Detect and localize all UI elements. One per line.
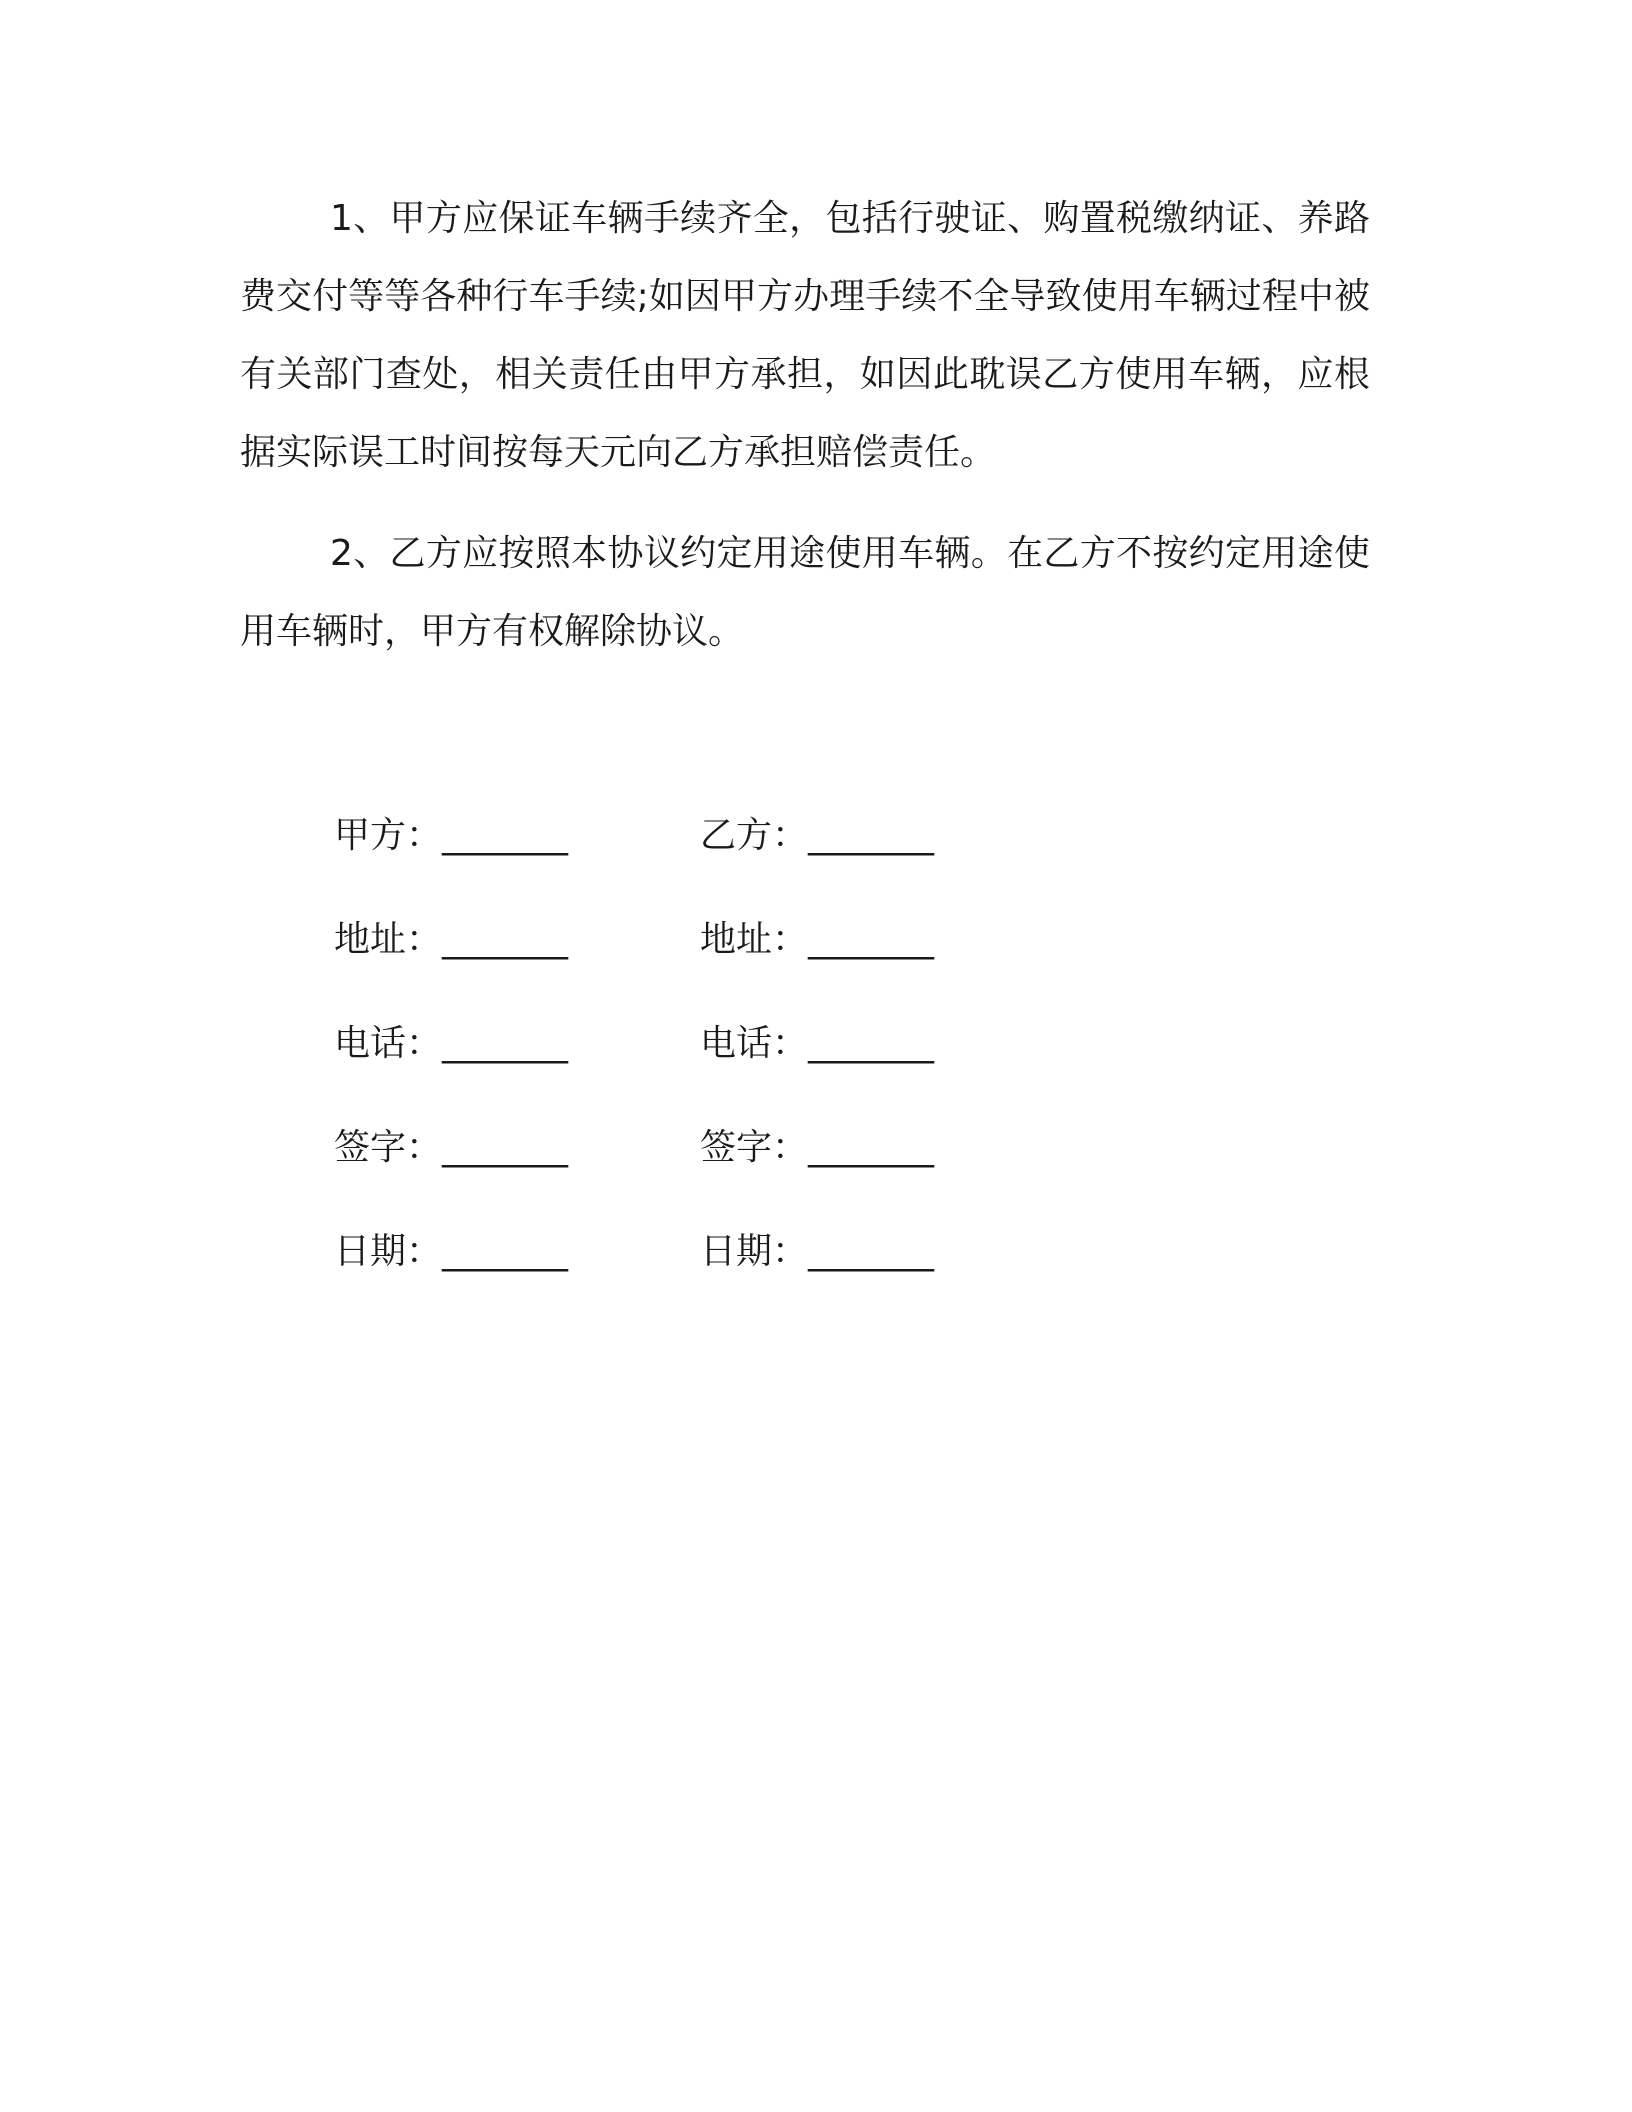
- party-a-address-label: 地址：: [334, 919, 443, 960]
- party-b-address-line: [700, 916, 934, 964]
- party-a-date-label: 日期：: [334, 1231, 443, 1272]
- party-a-date-blank: _______: [442, 1231, 569, 1272]
- party-b-address-label: 地址：: [700, 919, 809, 960]
- party-a-name-line: [334, 812, 568, 860]
- party-b-address-blank: _______: [808, 919, 935, 960]
- party-b-phone-label: 电话：: [700, 1023, 809, 1064]
- party-a-sign-line: [334, 1124, 568, 1172]
- party-a-phone-blank: _______: [442, 1023, 569, 1064]
- party-a-address-blank: _______: [442, 919, 569, 960]
- party-b-sign-label: 签字：: [700, 1127, 809, 1168]
- party-a-phone-line: [334, 1020, 568, 1068]
- clause-1: 1、甲方应保证车辆手续齐全，包括行驶证、购置税缴纳证、养路费交付等等各种行车手续;如因甲方办理手续不全导致使用车辆过程中被有关部门查处，相关责任由甲方承担，如因此耽误乙方使用车辆，应根据实际误工时间按每天元向乙方承担赔偿责任。: [240, 198, 1370, 473]
- party-b-name-line: [700, 812, 934, 860]
- party-a-sign-blank: _______: [442, 1127, 569, 1168]
- clause-2: 2、乙方应按照本协议约定用途使用车辆。在乙方不按约定用途使用车辆时，甲方有权解除协议。: [240, 533, 1370, 652]
- party-b-phone-line: [700, 1020, 934, 1068]
- party-b-date-line: [700, 1228, 934, 1276]
- party-b-phone-blank: _______: [808, 1023, 935, 1064]
- party-b-sign-blank: _______: [808, 1127, 935, 1168]
- party-a-phone-label: 电话：: [334, 1023, 443, 1064]
- party-a-address-line: [334, 916, 568, 964]
- party-b-blank: _______: [808, 815, 935, 856]
- party-a-sign-label: 签字：: [334, 1127, 443, 1168]
- party-b-date-label: 日期：: [700, 1231, 809, 1272]
- party-b-sign-line: [700, 1124, 934, 1172]
- party-b-date-blank: _______: [808, 1231, 935, 1272]
- party-a-label: 甲方：: [334, 815, 443, 856]
- party-a-blank: _______: [442, 815, 569, 856]
- party-a-date-line: [334, 1228, 568, 1276]
- party-b-label: 乙方：: [700, 815, 809, 856]
